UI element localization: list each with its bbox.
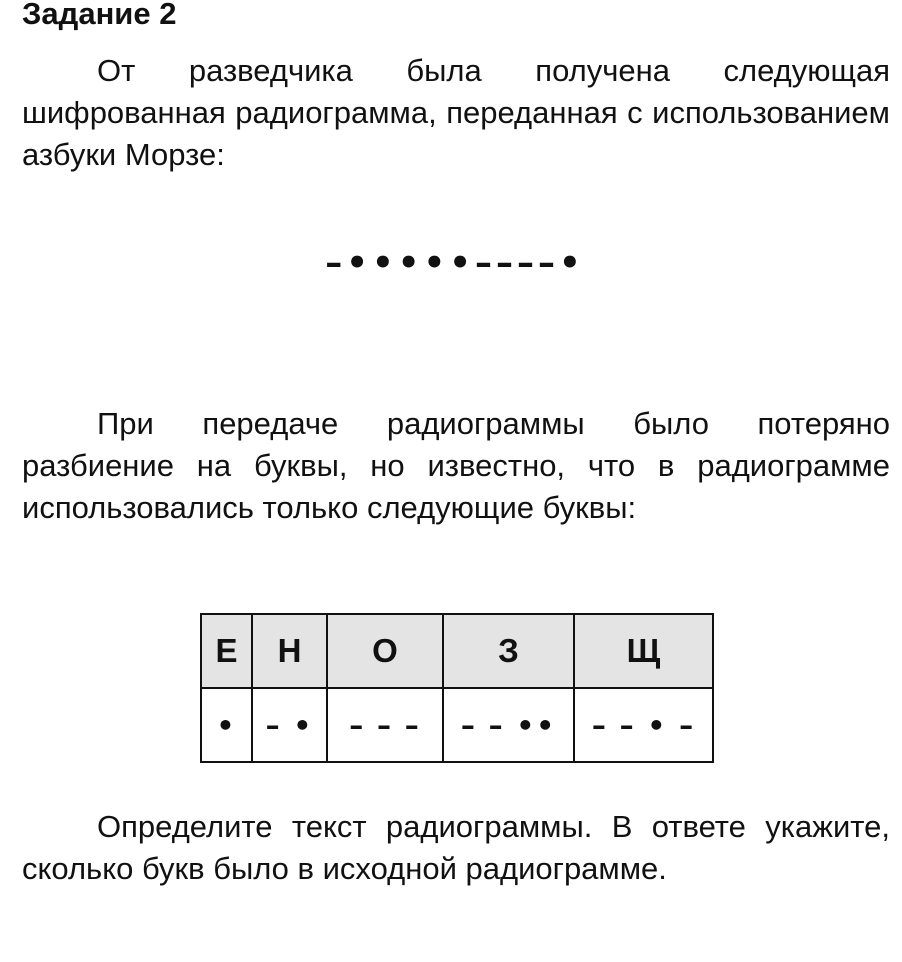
code-cell-z: – – •• <box>443 688 574 762</box>
code-cell-o: – – – <box>327 688 443 762</box>
letters-row <box>201 614 713 688</box>
intro-paragraph: От разведчика была получена следующая шифрованная радиограмма, переданная с использованием азбуки Морзе: <box>22 53 890 172</box>
task-title: Задание 2 <box>22 0 177 31</box>
morse-code-table <box>200 613 714 763</box>
question-paragraph: Определите текст радиограммы. В ответе укажите, сколько букв было в исходной радиограмме. <box>22 809 890 886</box>
codes-row <box>201 688 713 762</box>
letter-cell-shch: Щ <box>574 614 713 688</box>
condition-paragraph: При передаче радиограммы было потеряно разбиение на буквы, но известно, что в радиограмме использовались только следующие буквы: <box>22 406 890 525</box>
code-cell-n: – • <box>252 688 327 762</box>
letter-cell-e: Е <box>201 614 252 688</box>
letter-cell-z: З <box>443 614 574 688</box>
code-cell-e: • <box>201 688 252 762</box>
morse-message: –•••••––––• <box>325 243 585 283</box>
code-cell-shch: – – • – <box>574 688 713 762</box>
letter-cell-o: О <box>327 614 443 688</box>
letter-cell-n: Н <box>252 614 327 688</box>
